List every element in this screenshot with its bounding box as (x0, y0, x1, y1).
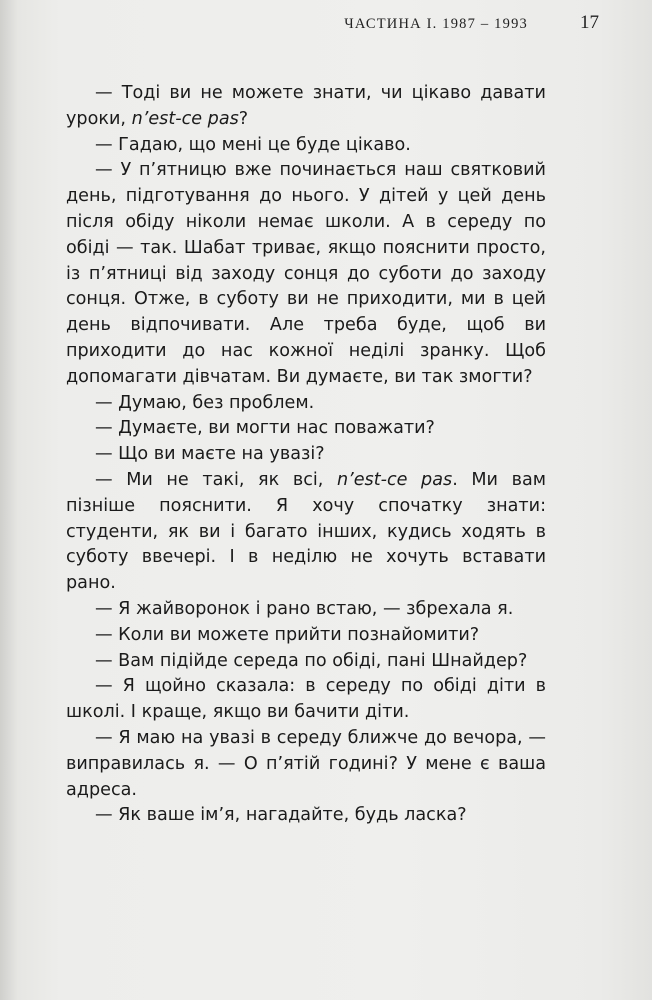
paragraph-8 (66, 597, 546, 623)
paragraph-1 (66, 81, 546, 133)
paragraph-9 (66, 623, 546, 649)
text-run: — Я щойно сказала: в середу по обіді діти в школі. І краще, якщо ви бачити діти. (66, 676, 546, 723)
text-run: — Вам підійде середа по обіді, пані Шнайдер? (95, 650, 528, 671)
paragraph-12 (66, 726, 546, 803)
text-run: — Коли ви можете прийти познайомити? (95, 624, 480, 645)
text-run: — Думаєте, ви могти нас поважати? (95, 418, 435, 439)
running-title: ЧАСТИНА I. 1987 – 1993 (344, 16, 528, 32)
paragraph-5 (66, 416, 546, 442)
text-run: — Я жайворонок і рано встаю, — збрехала я. (95, 598, 514, 619)
paragraph-13 (66, 803, 546, 829)
text-run: — Гадаю, що мені це буде цікаво. (95, 134, 411, 155)
running-head (0, 12, 652, 42)
text-run: — Я маю на увазі в середу ближче до вечора, — виправилась я. — О п’ятій годині? У мене є ваша адреса. (66, 727, 546, 800)
text-run: . Ми вам пізніше пояснити. Я хочу спочатку знати: студенти, як ви і багато інших, кудись ходять в суботу ввечері. І в неділю не хочуть вставати рано. (66, 469, 547, 594)
paragraph-6 (66, 442, 546, 468)
paragraph-7 (66, 468, 546, 597)
paragraph-10 (66, 649, 546, 675)
text-run: — Тоді ви не можете знати, чи цікаво давати уроки, (66, 83, 546, 129)
text-run: — Думаю, без проблем. (95, 392, 315, 413)
body-text (66, 81, 546, 829)
text-run: — Як ваше ім’я, нагадайте, будь ласка? (95, 805, 467, 826)
text-run: — Що ви маєте на увазі? (95, 444, 325, 465)
paragraph-2 (66, 133, 546, 159)
text-run: ? (238, 108, 249, 129)
paragraph-4 (66, 391, 546, 417)
text-run: — Ми не такі, як всі, (95, 469, 337, 490)
page-number: 17 (580, 12, 599, 33)
paragraph-11 (66, 674, 546, 726)
italic-phrase: n’est-ce pas (131, 108, 239, 129)
italic-phrase: n’est-ce pas (336, 469, 453, 490)
text-run: — У п’ятницю вже починається наш святковий день, підготування до нього. У дітей у цей день після обіду ніколи немає школи. А в середу по обіді — так. Шабат триває, якщо пояснити просто, із п’ятниці від заходу сонця до суботи до заходу сонця. Отже, в суботу ви не приходити, ми в цей день відпочивати. Але треба буде, щоб ви приходити до нас кожної неділі зранку. Щоб допомагати дівчатам. Ви думаєте, ви так змогти? (66, 160, 546, 387)
paragraph-3 (66, 158, 546, 390)
